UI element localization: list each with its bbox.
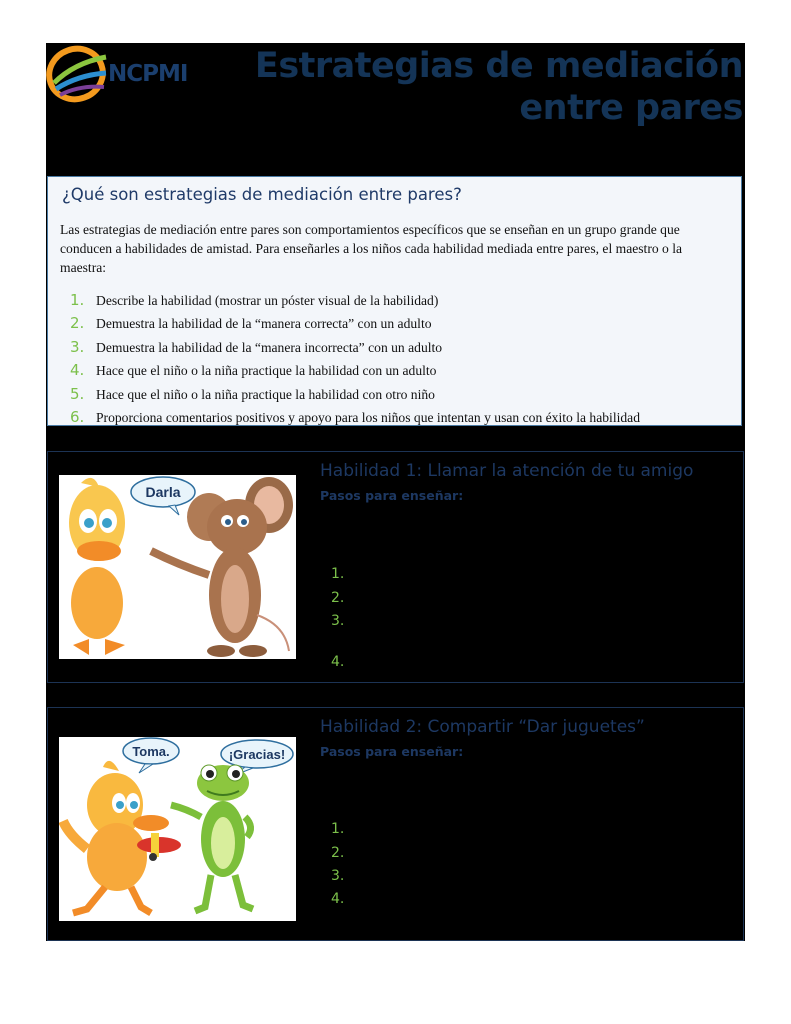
svg-text:¡Gracias!: ¡Gracias! bbox=[228, 747, 286, 762]
duck-icon bbox=[69, 478, 125, 655]
list-item: 4. bbox=[331, 891, 345, 907]
list-item: 4. bbox=[331, 654, 345, 670]
intro-body: Las estrategias de mediación entre pares son comportamientos específicos que se enseñan en un grupo grande que conducen a habilidades de amistad. Para enseñarles a los niños cada habilidad mediada entre pares, el maestro o la maestra: bbox=[60, 222, 683, 275]
skill-2-title: Habilidad 2: Compartir “Dar juguetes” bbox=[320, 717, 645, 737]
skill-1-subtitle: Pasos para enseñar: bbox=[320, 488, 464, 503]
logo-swirl-icon bbox=[46, 43, 110, 105]
list-item: 2. bbox=[331, 590, 345, 606]
frog-icon bbox=[171, 765, 253, 911]
speech-bubble-darla bbox=[131, 477, 195, 515]
logo-text: NCPMI bbox=[108, 61, 188, 87]
skill-panel-1 bbox=[47, 451, 744, 683]
list-item: 2. Demuestra la habilidad de la “manera correcta” con un adulto bbox=[70, 314, 432, 332]
skill-2-subtitle: Pasos para enseñar: bbox=[320, 744, 464, 759]
list-item: 1. bbox=[331, 821, 345, 837]
speech-bubble-toma bbox=[123, 738, 179, 773]
list-item: 3. Demuestra la habilidad de la “manera incorrecta” con un adulto bbox=[70, 337, 443, 356]
intro-box bbox=[47, 176, 742, 426]
svg-text:Darla: Darla bbox=[145, 484, 181, 500]
skill-1-illustration bbox=[59, 475, 296, 659]
skill-1-title: Habilidad 1: Llamar la atención de tu amigo bbox=[320, 461, 694, 481]
list-item: 4. Hace que el niño o la niña practique la habilidad con un adulto bbox=[70, 361, 437, 379]
skill-panel-2 bbox=[47, 707, 744, 941]
list-item: 3. bbox=[331, 613, 345, 629]
list-item: 1. bbox=[331, 566, 345, 582]
list-item: 1. Describe la habilidad (mostrar un póster visual de la habilidad) bbox=[70, 290, 439, 309]
svg-text:Toma.: Toma. bbox=[132, 744, 170, 759]
intro-heading: ¿Qué son estrategias de mediación entre pares? bbox=[62, 185, 462, 204]
list-item: 5. Hace que el niño o la niña practique la habilidad con otro niño bbox=[70, 384, 435, 403]
page-title: Estrategias de mediación entre pares bbox=[254, 46, 743, 128]
skill-2-illustration bbox=[59, 737, 296, 921]
ncpmi-logo bbox=[46, 43, 206, 105]
list-item: 3. bbox=[331, 868, 345, 884]
list-item: 2. bbox=[331, 845, 345, 861]
page bbox=[46, 43, 745, 941]
list-item: 6. Proporciona comentarios positivos y apoyo para los niños que intentan y usan con éxito la habilidad bbox=[70, 408, 641, 426]
intro-steps bbox=[70, 285, 740, 426]
